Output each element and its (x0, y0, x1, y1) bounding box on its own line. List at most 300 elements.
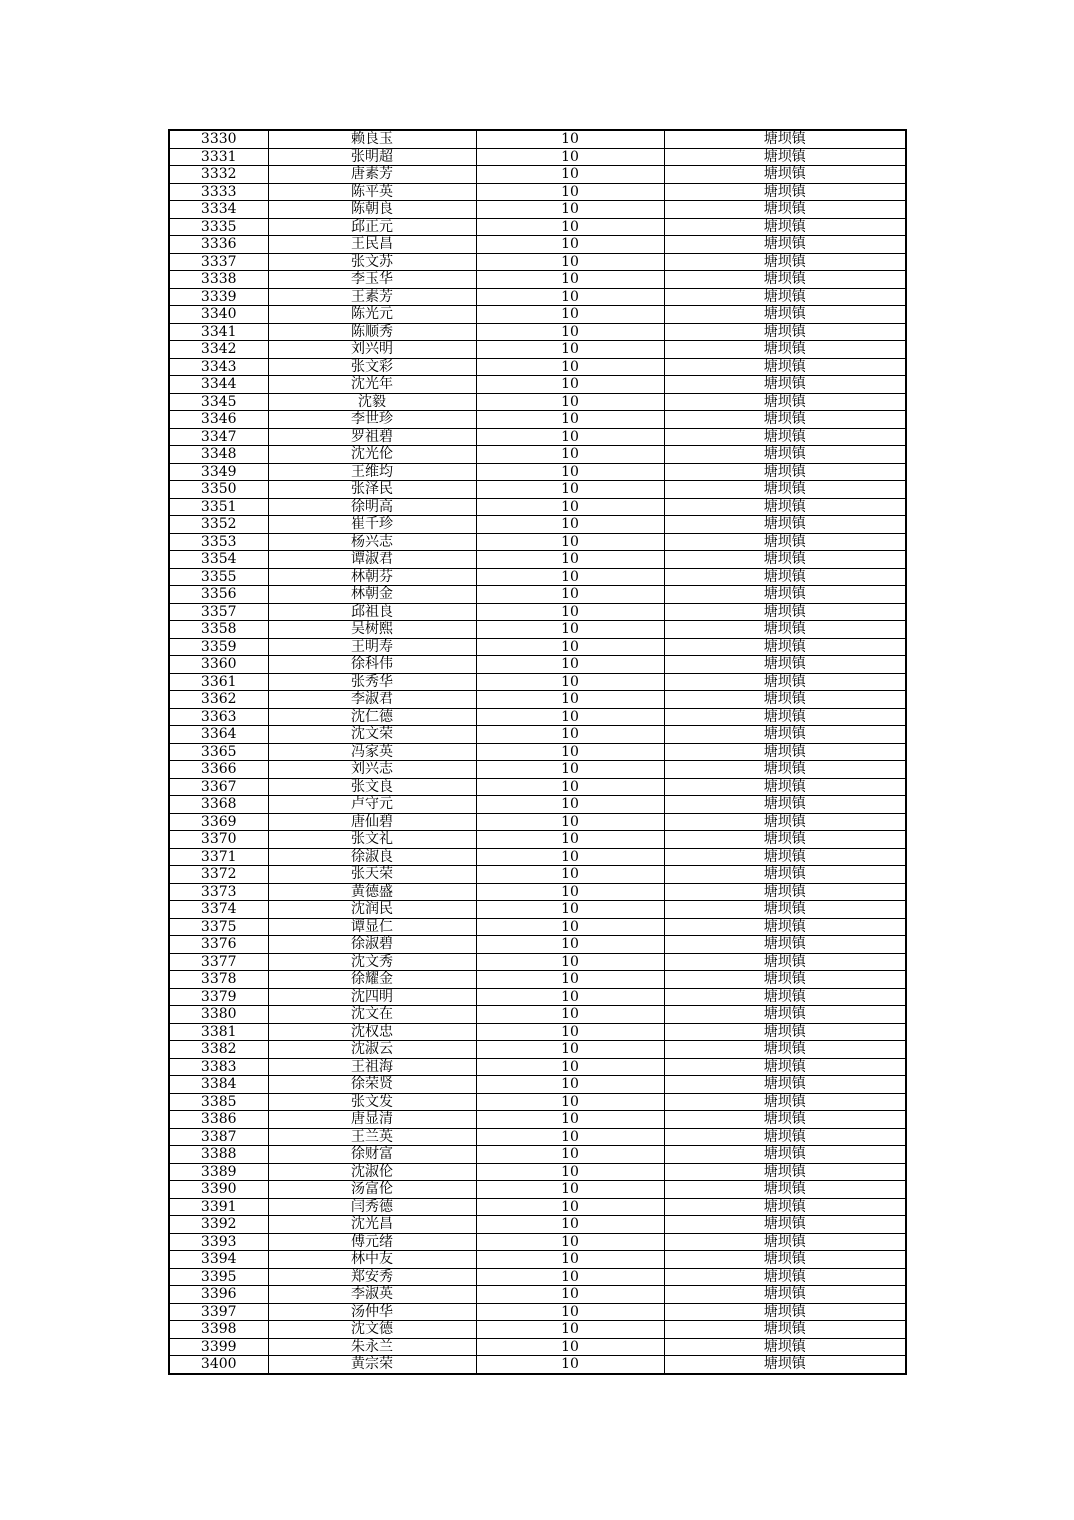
town-cell: 塘坝镇 (664, 1251, 906, 1269)
town-cell: 塘坝镇 (664, 1198, 906, 1216)
name-cell: 张秀华 (268, 673, 476, 691)
name-cell: 张泽民 (268, 481, 476, 499)
amount-cell: 10 (476, 1076, 664, 1094)
town-cell: 塘坝镇 (664, 936, 906, 954)
name-cell: 沈淑云 (268, 1041, 476, 1059)
amount-cell: 10 (476, 866, 664, 884)
amount-cell: 10 (476, 586, 664, 604)
row-number-cell: 3347 (169, 428, 268, 446)
town-cell: 塘坝镇 (664, 918, 906, 936)
name-cell: 张天荣 (268, 866, 476, 884)
amount-cell: 10 (476, 638, 664, 656)
amount-cell: 10 (476, 411, 664, 429)
amount-cell: 10 (476, 1146, 664, 1164)
name-cell: 黄宗荣 (268, 1356, 476, 1374)
town-cell: 塘坝镇 (664, 1338, 906, 1356)
name-cell: 陈朝良 (268, 201, 476, 219)
table-row (169, 656, 906, 674)
town-cell: 塘坝镇 (664, 1163, 906, 1181)
name-cell: 谭显仁 (268, 918, 476, 936)
row-number-cell: 3397 (169, 1303, 268, 1321)
row-number-cell: 3399 (169, 1338, 268, 1356)
amount-cell: 10 (476, 813, 664, 831)
town-cell: 塘坝镇 (664, 341, 906, 359)
town-cell: 塘坝镇 (664, 726, 906, 744)
table-row (169, 1268, 906, 1286)
table-row (169, 1356, 906, 1374)
amount-cell: 10 (476, 1321, 664, 1339)
row-number-cell: 3364 (169, 726, 268, 744)
town-cell: 塘坝镇 (664, 848, 906, 866)
name-cell: 傅元绪 (268, 1233, 476, 1251)
name-cell: 朱永兰 (268, 1338, 476, 1356)
amount-cell: 10 (476, 778, 664, 796)
amount-cell: 10 (476, 603, 664, 621)
amount-cell: 10 (476, 743, 664, 761)
town-cell: 塘坝镇 (664, 236, 906, 254)
name-cell: 林中友 (268, 1251, 476, 1269)
table-row (169, 376, 906, 394)
town-cell: 塘坝镇 (664, 463, 906, 481)
name-cell: 徐淑良 (268, 848, 476, 866)
name-cell: 张文发 (268, 1093, 476, 1111)
amount-cell: 10 (476, 201, 664, 219)
amount-cell: 10 (476, 341, 664, 359)
name-cell: 邱祖良 (268, 603, 476, 621)
table-body (169, 130, 906, 1374)
amount-cell: 10 (476, 1268, 664, 1286)
town-cell: 塘坝镇 (664, 201, 906, 219)
name-cell: 林朝金 (268, 586, 476, 604)
amount-cell: 10 (476, 1093, 664, 1111)
name-cell: 沈文秀 (268, 953, 476, 971)
row-number-cell: 3340 (169, 306, 268, 324)
amount-cell: 10 (476, 1233, 664, 1251)
table-row (169, 813, 906, 831)
name-cell: 沈淑伦 (268, 1163, 476, 1181)
name-cell: 吴树熙 (268, 621, 476, 639)
amount-cell: 10 (476, 988, 664, 1006)
town-cell: 塘坝镇 (664, 1093, 906, 1111)
amount-cell: 10 (476, 901, 664, 919)
name-cell: 刘兴志 (268, 761, 476, 779)
town-cell: 塘坝镇 (664, 901, 906, 919)
table-row (169, 1233, 906, 1251)
town-cell: 塘坝镇 (664, 1128, 906, 1146)
town-cell: 塘坝镇 (664, 953, 906, 971)
row-number-cell: 3360 (169, 656, 268, 674)
row-number-cell: 3349 (169, 463, 268, 481)
name-cell: 陈光元 (268, 306, 476, 324)
row-number-cell: 3394 (169, 1251, 268, 1269)
town-cell: 塘坝镇 (664, 1006, 906, 1024)
name-cell: 李淑英 (268, 1286, 476, 1304)
table-row (169, 638, 906, 656)
table-row (169, 1111, 906, 1129)
name-cell: 汤富伦 (268, 1181, 476, 1199)
table-row (169, 796, 906, 814)
town-cell: 塘坝镇 (664, 1216, 906, 1234)
town-cell: 塘坝镇 (664, 411, 906, 429)
table-row (169, 1303, 906, 1321)
table-row (169, 201, 906, 219)
row-number-cell: 3348 (169, 446, 268, 464)
row-number-cell: 3331 (169, 148, 268, 166)
table-row (169, 1198, 906, 1216)
name-cell: 张文礼 (268, 831, 476, 849)
table-row (169, 971, 906, 989)
table-row (169, 831, 906, 849)
amount-cell: 10 (476, 796, 664, 814)
name-cell: 张文苏 (268, 253, 476, 271)
town-cell: 塘坝镇 (664, 778, 906, 796)
table-row (169, 148, 906, 166)
row-number-cell: 3388 (169, 1146, 268, 1164)
table-row (169, 1023, 906, 1041)
table-row (169, 918, 906, 936)
amount-cell: 10 (476, 1286, 664, 1304)
row-number-cell: 3374 (169, 901, 268, 919)
amount-cell: 10 (476, 551, 664, 569)
table-row (169, 708, 906, 726)
row-number-cell: 3336 (169, 236, 268, 254)
row-number-cell: 3370 (169, 831, 268, 849)
town-cell: 塘坝镇 (664, 288, 906, 306)
name-cell: 杨兴志 (268, 533, 476, 551)
name-cell: 沈毅 (268, 393, 476, 411)
table-row (169, 883, 906, 901)
name-cell: 王祖海 (268, 1058, 476, 1076)
name-cell: 王维均 (268, 463, 476, 481)
town-cell: 塘坝镇 (664, 130, 906, 148)
name-cell: 沈仁德 (268, 708, 476, 726)
name-cell: 汤仲华 (268, 1303, 476, 1321)
amount-cell: 10 (476, 1181, 664, 1199)
amount-cell: 10 (476, 183, 664, 201)
table-row (169, 691, 906, 709)
name-cell: 沈四明 (268, 988, 476, 1006)
table-row (169, 1338, 906, 1356)
row-number-cell: 3363 (169, 708, 268, 726)
row-number-cell: 3371 (169, 848, 268, 866)
table-row (169, 498, 906, 516)
amount-cell: 10 (476, 1023, 664, 1041)
town-cell: 塘坝镇 (664, 1321, 906, 1339)
row-number-cell: 3366 (169, 761, 268, 779)
table-row (169, 936, 906, 954)
amount-cell: 10 (476, 1111, 664, 1129)
row-number-cell: 3332 (169, 166, 268, 184)
amount-cell: 10 (476, 481, 664, 499)
row-number-cell: 3392 (169, 1216, 268, 1234)
town-cell: 塘坝镇 (664, 1023, 906, 1041)
amount-cell: 10 (476, 463, 664, 481)
amount-cell: 10 (476, 218, 664, 236)
amount-cell: 10 (476, 761, 664, 779)
town-cell: 塘坝镇 (664, 481, 906, 499)
name-cell: 徐科伟 (268, 656, 476, 674)
town-cell: 塘坝镇 (664, 638, 906, 656)
row-number-cell: 3339 (169, 288, 268, 306)
name-cell: 谭淑君 (268, 551, 476, 569)
table-row (169, 411, 906, 429)
amount-cell: 10 (476, 831, 664, 849)
table-row (169, 1058, 906, 1076)
amount-cell: 10 (476, 1303, 664, 1321)
table-row (169, 673, 906, 691)
name-cell: 王素芳 (268, 288, 476, 306)
town-cell: 塘坝镇 (664, 586, 906, 604)
amount-cell: 10 (476, 253, 664, 271)
row-number-cell: 3379 (169, 988, 268, 1006)
town-cell: 塘坝镇 (664, 428, 906, 446)
row-number-cell: 3386 (169, 1111, 268, 1129)
row-number-cell: 3367 (169, 778, 268, 796)
town-cell: 塘坝镇 (664, 971, 906, 989)
row-number-cell: 3380 (169, 1006, 268, 1024)
name-cell: 陈平英 (268, 183, 476, 201)
row-number-cell: 3389 (169, 1163, 268, 1181)
town-cell: 塘坝镇 (664, 603, 906, 621)
town-cell: 塘坝镇 (664, 358, 906, 376)
table-row (169, 1163, 906, 1181)
town-cell: 塘坝镇 (664, 1041, 906, 1059)
table-row (169, 1321, 906, 1339)
row-number-cell: 3385 (169, 1093, 268, 1111)
table-row (169, 901, 906, 919)
amount-cell: 10 (476, 1006, 664, 1024)
row-number-cell: 3342 (169, 341, 268, 359)
table-row (169, 463, 906, 481)
amount-cell: 10 (476, 498, 664, 516)
town-cell: 塘坝镇 (664, 831, 906, 849)
name-cell: 沈文德 (268, 1321, 476, 1339)
town-cell: 塘坝镇 (664, 533, 906, 551)
name-cell: 唐显清 (268, 1111, 476, 1129)
table-row (169, 953, 906, 971)
table-row (169, 271, 906, 289)
amount-cell: 10 (476, 166, 664, 184)
data-table (168, 129, 907, 1375)
name-cell: 林朝芬 (268, 568, 476, 586)
town-cell: 塘坝镇 (664, 1111, 906, 1129)
town-cell: 塘坝镇 (664, 393, 906, 411)
name-cell: 王明寿 (268, 638, 476, 656)
town-cell: 塘坝镇 (664, 446, 906, 464)
name-cell: 赖良玉 (268, 130, 476, 148)
row-number-cell: 3350 (169, 481, 268, 499)
row-number-cell: 3361 (169, 673, 268, 691)
town-cell: 塘坝镇 (664, 1233, 906, 1251)
table-row (169, 1093, 906, 1111)
amount-cell: 10 (476, 1216, 664, 1234)
amount-cell: 10 (476, 691, 664, 709)
row-number-cell: 3398 (169, 1321, 268, 1339)
table-row (169, 848, 906, 866)
row-number-cell: 3393 (169, 1233, 268, 1251)
amount-cell: 10 (476, 656, 664, 674)
town-cell: 塘坝镇 (664, 1286, 906, 1304)
table-row (169, 1286, 906, 1304)
row-number-cell: 3330 (169, 130, 268, 148)
row-number-cell: 3390 (169, 1181, 268, 1199)
amount-cell: 10 (476, 918, 664, 936)
row-number-cell: 3383 (169, 1058, 268, 1076)
row-number-cell: 3382 (169, 1041, 268, 1059)
table-row (169, 621, 906, 639)
table-row (169, 533, 906, 551)
town-cell: 塘坝镇 (664, 761, 906, 779)
town-cell: 塘坝镇 (664, 376, 906, 394)
amount-cell: 10 (476, 1338, 664, 1356)
table-row (169, 253, 906, 271)
table-row (169, 218, 906, 236)
town-cell: 塘坝镇 (664, 813, 906, 831)
row-number-cell: 3365 (169, 743, 268, 761)
table-row (169, 341, 906, 359)
amount-cell: 10 (476, 1356, 664, 1374)
table-row (169, 446, 906, 464)
row-number-cell: 3341 (169, 323, 268, 341)
amount-cell: 10 (476, 1163, 664, 1181)
amount-cell: 10 (476, 883, 664, 901)
name-cell: 唐素芳 (268, 166, 476, 184)
amount-cell: 10 (476, 148, 664, 166)
town-cell: 塘坝镇 (664, 866, 906, 884)
row-number-cell: 3391 (169, 1198, 268, 1216)
row-number-cell: 3356 (169, 586, 268, 604)
amount-cell: 10 (476, 568, 664, 586)
name-cell: 沈光伦 (268, 446, 476, 464)
amount-cell: 10 (476, 1128, 664, 1146)
town-cell: 塘坝镇 (664, 271, 906, 289)
row-number-cell: 3333 (169, 183, 268, 201)
table-row (169, 1128, 906, 1146)
town-cell: 塘坝镇 (664, 516, 906, 534)
amount-cell: 10 (476, 726, 664, 744)
town-cell: 塘坝镇 (664, 551, 906, 569)
row-number-cell: 3369 (169, 813, 268, 831)
table-row (169, 166, 906, 184)
town-cell: 塘坝镇 (664, 1146, 906, 1164)
table-row (169, 288, 906, 306)
town-cell: 塘坝镇 (664, 708, 906, 726)
town-cell: 塘坝镇 (664, 253, 906, 271)
table-row (169, 778, 906, 796)
amount-cell: 10 (476, 971, 664, 989)
name-cell: 张明超 (268, 148, 476, 166)
row-number-cell: 3373 (169, 883, 268, 901)
name-cell: 王民昌 (268, 236, 476, 254)
town-cell: 塘坝镇 (664, 621, 906, 639)
amount-cell: 10 (476, 708, 664, 726)
amount-cell: 10 (476, 533, 664, 551)
row-number-cell: 3346 (169, 411, 268, 429)
name-cell: 沈文在 (268, 1006, 476, 1024)
row-number-cell: 3338 (169, 271, 268, 289)
row-number-cell: 3400 (169, 1356, 268, 1374)
town-cell: 塘坝镇 (664, 1303, 906, 1321)
name-cell: 沈润民 (268, 901, 476, 919)
row-number-cell: 3387 (169, 1128, 268, 1146)
row-number-cell: 3377 (169, 953, 268, 971)
town-cell: 塘坝镇 (664, 183, 906, 201)
town-cell: 塘坝镇 (664, 568, 906, 586)
name-cell: 黄德盛 (268, 883, 476, 901)
town-cell: 塘坝镇 (664, 166, 906, 184)
name-cell: 徐荣贤 (268, 1076, 476, 1094)
name-cell: 沈文荣 (268, 726, 476, 744)
name-cell: 郑安秀 (268, 1268, 476, 1286)
town-cell: 塘坝镇 (664, 673, 906, 691)
town-cell: 塘坝镇 (664, 883, 906, 901)
town-cell: 塘坝镇 (664, 1058, 906, 1076)
table-row (169, 393, 906, 411)
amount-cell: 10 (476, 236, 664, 254)
name-cell: 徐耀金 (268, 971, 476, 989)
row-number-cell: 3334 (169, 201, 268, 219)
name-cell: 张文彩 (268, 358, 476, 376)
town-cell: 塘坝镇 (664, 148, 906, 166)
name-cell: 卢守元 (268, 796, 476, 814)
amount-cell: 10 (476, 358, 664, 376)
amount-cell: 10 (476, 1198, 664, 1216)
row-number-cell: 3375 (169, 918, 268, 936)
amount-cell: 10 (476, 393, 664, 411)
amount-cell: 10 (476, 673, 664, 691)
amount-cell: 10 (476, 288, 664, 306)
row-number-cell: 3378 (169, 971, 268, 989)
table-row (169, 866, 906, 884)
town-cell: 塘坝镇 (664, 1356, 906, 1374)
table-row (169, 1076, 906, 1094)
amount-cell: 10 (476, 936, 664, 954)
name-cell: 罗祖碧 (268, 428, 476, 446)
row-number-cell: 3351 (169, 498, 268, 516)
row-number-cell: 3384 (169, 1076, 268, 1094)
row-number-cell: 3396 (169, 1286, 268, 1304)
amount-cell: 10 (476, 1251, 664, 1269)
table-row (169, 1251, 906, 1269)
town-cell: 塘坝镇 (664, 1076, 906, 1094)
row-number-cell: 3359 (169, 638, 268, 656)
table-row (169, 130, 906, 148)
table-row (169, 726, 906, 744)
row-number-cell: 3395 (169, 1268, 268, 1286)
row-number-cell: 3343 (169, 358, 268, 376)
town-cell: 塘坝镇 (664, 323, 906, 341)
name-cell: 李世珍 (268, 411, 476, 429)
amount-cell: 10 (476, 621, 664, 639)
name-cell: 唐仙碧 (268, 813, 476, 831)
amount-cell: 10 (476, 516, 664, 534)
amount-cell: 10 (476, 1058, 664, 1076)
row-number-cell: 3381 (169, 1023, 268, 1041)
table-row (169, 1146, 906, 1164)
name-cell: 邱正元 (268, 218, 476, 236)
town-cell: 塘坝镇 (664, 306, 906, 324)
row-number-cell: 3344 (169, 376, 268, 394)
table-row (169, 306, 906, 324)
table-row (169, 428, 906, 446)
amount-cell: 10 (476, 271, 664, 289)
row-number-cell: 3372 (169, 866, 268, 884)
row-number-cell: 3353 (169, 533, 268, 551)
town-cell: 塘坝镇 (664, 988, 906, 1006)
table-row (169, 743, 906, 761)
town-cell: 塘坝镇 (664, 796, 906, 814)
row-number-cell: 3355 (169, 568, 268, 586)
